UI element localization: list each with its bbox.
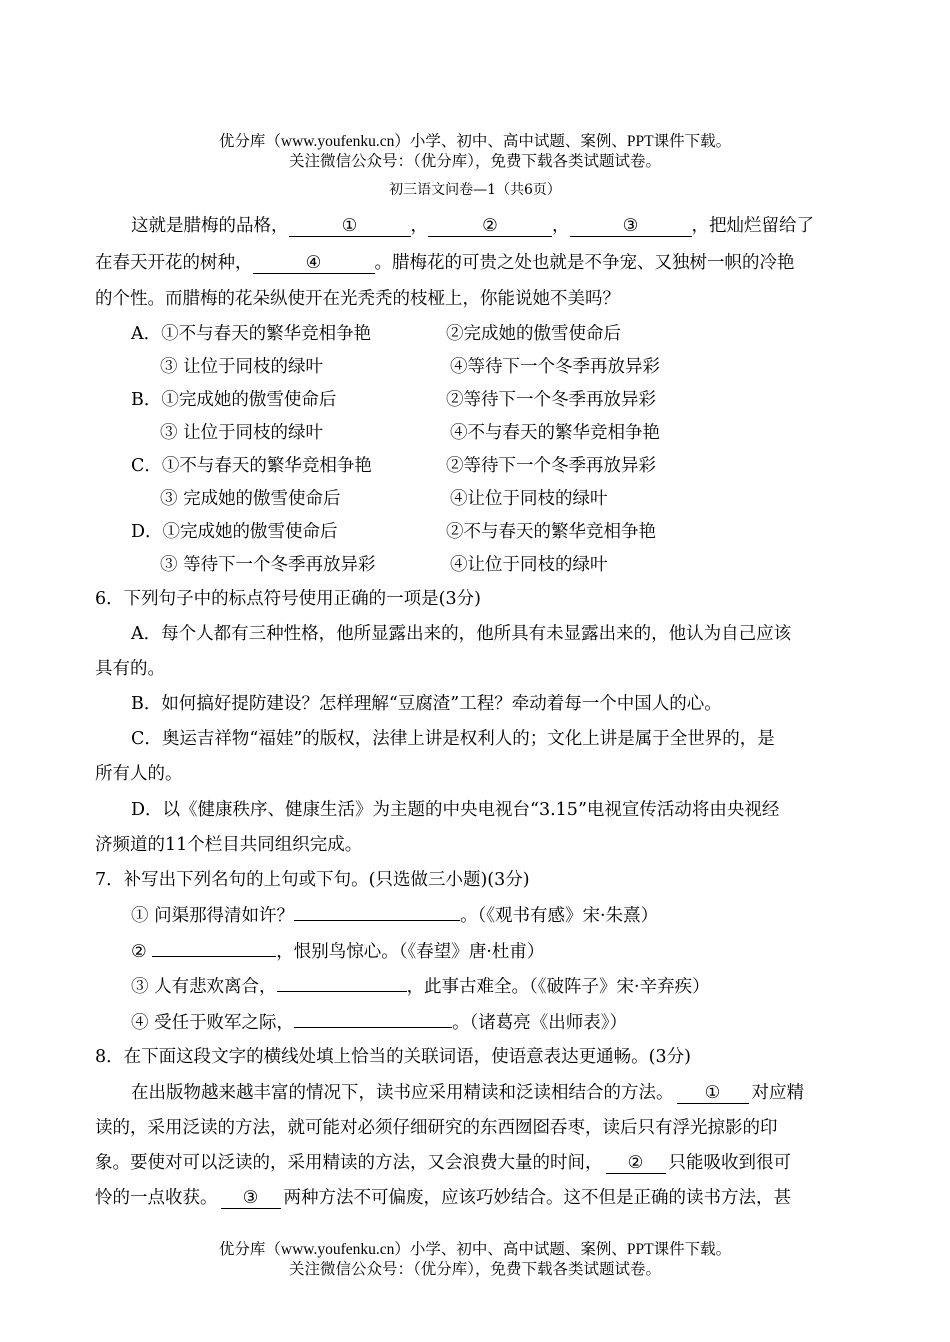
q8-text: 象。要使对可以泛读的，采用精读的方法，又会浪费大量的时间， [95, 1153, 603, 1173]
option-b-line-2: ③ 让位于同枝的绿叶 [160, 423, 324, 443]
option-d-line-1: D．①完成她的傲雪使命后 [131, 522, 338, 542]
page-header-top [0, 132, 950, 172]
option-c-line-2: ③ 完成她的傲雪使命后 [160, 489, 341, 509]
option-d-line-2: ③ 等待下一个冬季再放异彩 [160, 555, 376, 575]
passage-line-1 [131, 214, 814, 238]
passage-text: 在春天开花的树种， [95, 253, 253, 273]
q8-text: 在出版物越来越丰富的情况下，读书应采用精读和泛读相结合的方法。 [131, 1083, 674, 1103]
page-footer [0, 1240, 950, 1280]
q7-text: ，此事古难全。（《破阵子》宋·辛弃疾） [406, 977, 710, 997]
q7-blank-3 [277, 991, 407, 992]
q6-option-c: C．奥运吉祥物“福娃”的版权，法律上讲是权利人的；文化上讲是属于全世界的，是 [131, 729, 775, 749]
q7-text: ，恨别鸟惊心。（《春望》唐·杜甫） [276, 942, 545, 962]
q7-item-3 [131, 975, 710, 999]
q8-line-3 [95, 1151, 791, 1175]
q8-text: 只能吸收到很可 [668, 1153, 791, 1173]
blank-1: ① [289, 216, 411, 237]
q8-blank-1: ① [677, 1083, 749, 1104]
option-b-line-1b: ②等待下一个冬季再放异彩 [446, 390, 656, 410]
option-d-line-2b: ④让位于同枝的绿叶 [450, 555, 608, 575]
q6-option-d: D．以《健康秩序、健康生活》为主题的中央电视台“3.15”电视宣传活动将由央视经 [131, 800, 780, 820]
header-line-2: 关注微信公众号：（优分库），免费下载各类试题试卷。 [288, 153, 661, 170]
q6-option-a-cont: 具有的。 [95, 659, 165, 679]
q8-blank-2: ② [606, 1153, 666, 1174]
blank-4: ④ [253, 253, 375, 274]
blank-3: ③ [570, 216, 692, 237]
question-6-stem: 6．下列句子中的标点符号使用正确的一项是(3分) [95, 589, 481, 609]
q7-text: ④ 受任于败军之际， [131, 1013, 295, 1033]
option-c-line-2b: ④让位于同枝的绿叶 [450, 489, 608, 509]
q7-blank-4 [294, 1027, 452, 1028]
q8-text: 对应精 [751, 1083, 804, 1103]
q8-line-2: 读的，采用泛读的方法，就可能对必须仔细研究的东西囫囵吞枣，读后只有浮光掠影的印 [95, 1118, 778, 1138]
passage-text: ，把灿烂留给了 [691, 216, 814, 236]
q7-text: 。（《观书有感》宋·朱熹） [460, 906, 659, 926]
q7-blank-2 [152, 956, 276, 957]
footer-line-1: 优分库（www.youfenku.cn）小学、初中、高中试题、案例、PPT课件下载。 [218, 1241, 732, 1258]
option-a-line-1b: ②完成她的傲雪使命后 [446, 324, 621, 344]
q7-text: ② [131, 942, 153, 962]
q8-text: 两种方法不可偏废，应该巧妙结合。这不但是正确的读书方法，甚 [283, 1188, 791, 1208]
option-b-line-2b: ④不与春天的繁华竞相争艳 [450, 423, 660, 443]
q7-text: ③ 人有悲欢离合， [131, 977, 277, 997]
q7-blank-1 [294, 920, 460, 921]
passage-text: ， [410, 216, 428, 236]
q8-blank-3: ③ [221, 1188, 281, 1209]
q7-item-2 [131, 940, 544, 964]
passage-line-2 [95, 251, 795, 275]
passage-text: ， [552, 216, 570, 236]
option-a-line-2: ③ 让位于同枝的绿叶 [160, 357, 324, 377]
option-c-line-1: C．①不与春天的繁华竞相争艳 [131, 456, 372, 476]
q7-item-4 [131, 1011, 627, 1035]
q7-text: 。（诸葛亮《出师表》） [452, 1013, 628, 1033]
option-c-line-1b: ②等待下一个冬季再放异彩 [446, 456, 656, 476]
page-subtitle: 初三语文问卷—1（共6页） [389, 182, 561, 198]
option-d-line-1b: ②不与春天的繁华竞相争艳 [446, 522, 656, 542]
option-a-line-1: A．①不与春天的繁华竞相争艳 [131, 324, 372, 344]
passage-text: 。腊梅花的可贵之处也就是不争宠、又独树一帜的冷艳 [374, 253, 795, 273]
q8-text: 怜的一点收获。 [95, 1188, 218, 1208]
question-8-stem: 8．在下面这段文字的横线处填上恰当的关联词语，使语意表达更通畅。(3分) [95, 1047, 691, 1067]
blank-2: ② [428, 216, 552, 237]
passage-text: 这就是腊梅的品格， [131, 216, 289, 236]
question-7-stem: 7．补写出下列名句的上句或下句。(只选做三小题)(3分) [95, 870, 530, 890]
q7-item-1 [131, 904, 658, 928]
header-line-1: 优分库（www.youfenku.cn）小学、初中、高中试题、案例、PPT课件下载。 [218, 133, 732, 150]
footer-line-2: 关注微信公众号：（优分库），免费下载各类试题试卷。 [288, 1261, 661, 1278]
q6-option-c-cont: 所有人的。 [95, 764, 183, 784]
q7-text: ① 问渠那得清如许？ [131, 906, 295, 926]
q6-option-d-cont: 济频道的11个栏目共同组织完成。 [95, 835, 363, 855]
passage-line-3: 的个性。而腊梅的花朵纵使开在光秃秃的枝桠上，你能说她不美吗？ [95, 289, 620, 309]
q6-option-b: B．如何搞好提防建设？怎样理解“豆腐渣”工程？牵动着每一个中国人的心。 [131, 694, 722, 714]
q8-line-4 [95, 1186, 791, 1210]
q6-option-a: A．每个人都有三种性格，他所显露出来的，他所具有未显露出来的，他认为自己应该 [131, 624, 792, 644]
option-a-line-2b: ④等待下一个冬季再放异彩 [450, 357, 660, 377]
q8-line-1 [131, 1081, 804, 1105]
option-b-line-1: B．①完成她的傲雪使命后 [131, 390, 337, 410]
